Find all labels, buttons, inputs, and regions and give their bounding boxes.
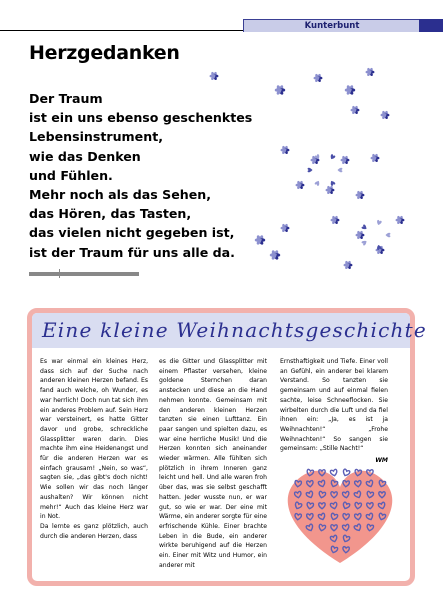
- poem-line: Der Traum: [29, 91, 103, 106]
- star-heart: [361, 224, 368, 231]
- star-heart-decoration: [190, 60, 430, 290]
- star-heart: [361, 239, 368, 246]
- heart-illustration: [282, 459, 398, 571]
- poem-end-rule: [29, 272, 139, 276]
- poem-line: wie das Denken: [29, 148, 141, 164]
- poem-line: Mehr noch als das Sehen,: [29, 187, 212, 203]
- story-paragraph: Es war einmal ein kleines Herz, dass sich auf der Suche nach anderen kleinen Herzen befand. Es fand auch welche, oh Wunder, es war herrlich! Doch nun tat sich ihm ein anderes Problem auf. Sein Herz war versteinert, es hatte Gitter davor und grobe, schreckliche Glassplitter waren darin. Dies machte ihm eine Heidenangst und für die anderen Herzen war es einfach grausam! „Nein, so was“, sagten sie, „das gibt's doch nicht! Wie sollen wir das noch länger aushalten? Wir können nicht mehr!“ Auch das kleine Herz war in Not.: [40, 358, 148, 521]
- poem-line: ist ein uns ebenso geschenktes: [29, 110, 253, 126]
- star-heart: [329, 180, 335, 187]
- story-column-1: [40, 357, 148, 541]
- star-heart: [314, 180, 320, 187]
- poem-line: ist der Traum für uns alle da.: [29, 244, 235, 260]
- star-heart: [329, 154, 335, 161]
- section-label: Kunterbunt: [243, 19, 421, 32]
- story-paragraph: Da lernte es ganz plötzlich, auch durch die anderen Herzen, dass: [40, 522, 148, 540]
- poem-line: und Fühlen.: [29, 167, 113, 183]
- article-title: Herzgedanken: [29, 42, 180, 64]
- big-heart: [288, 471, 393, 563]
- star-heart: [308, 168, 313, 173]
- star-heart: [338, 168, 343, 173]
- story-box: [27, 308, 427, 586]
- star-heart: [386, 233, 391, 238]
- section-tab-accent: [419, 19, 443, 32]
- story-column-3: [280, 357, 388, 466]
- story-paragraph: es die Gitter und Glassplitter mit einem Pflaster versehen, kleine goldene Sternchen daran anstecken und diese an die Hand nehmen konnte. Gemeinsam mit den anderen kleinen Herzen tanzten sie einen Lufttanz. Ein paar sangen und spielten dazu, es war eine herrliche Musik! Und die Herzen konnten sich aneinander wieder wärmen. Alle fühlten sich plötzlich in ihrem Inneren ganz leicht und hell. Und alle waren froh über das, was sie selbst geschafft hatten. Jeder wusste nun, er war gut, so wie er war. Der eine mit Wärme, ein anderer sorgte für eine erfrischende Kühle. Einer brachte Leben in die Bude, ein anderer wirkte beruhigend auf die Herzen ein. Einer mit Witz und Humor, ein anderer mit: [159, 358, 267, 569]
- story-title: Eine kleine Weihnachtsgeschichte: [42, 318, 427, 342]
- poem-line: das Hören, das Tasten,: [29, 206, 192, 222]
- star-heart: [376, 220, 382, 226]
- story-paragraph: Ernsthaftigkeit und Tiefe. Einer voll an Gefühl, ein anderer bei klarem Verstand. So tanzten sie gemeinsam und auf einmal fielen sachte, leise Schneeflocken. Sie wirbelten durch die Luft und da fiel ihnen ein: „Ja, es ist ja Weihnachten!“ „Frohe Weihnachten!“ So sangen sie gemeinsam: „Stille Nacht!“: [280, 358, 388, 453]
- author-signature: WM: [375, 457, 388, 465]
- poem-line: das vielen nicht gegeben ist,: [29, 225, 235, 241]
- poem-line: Lebensinstrument,: [29, 129, 163, 145]
- story-column-2: [159, 357, 267, 570]
